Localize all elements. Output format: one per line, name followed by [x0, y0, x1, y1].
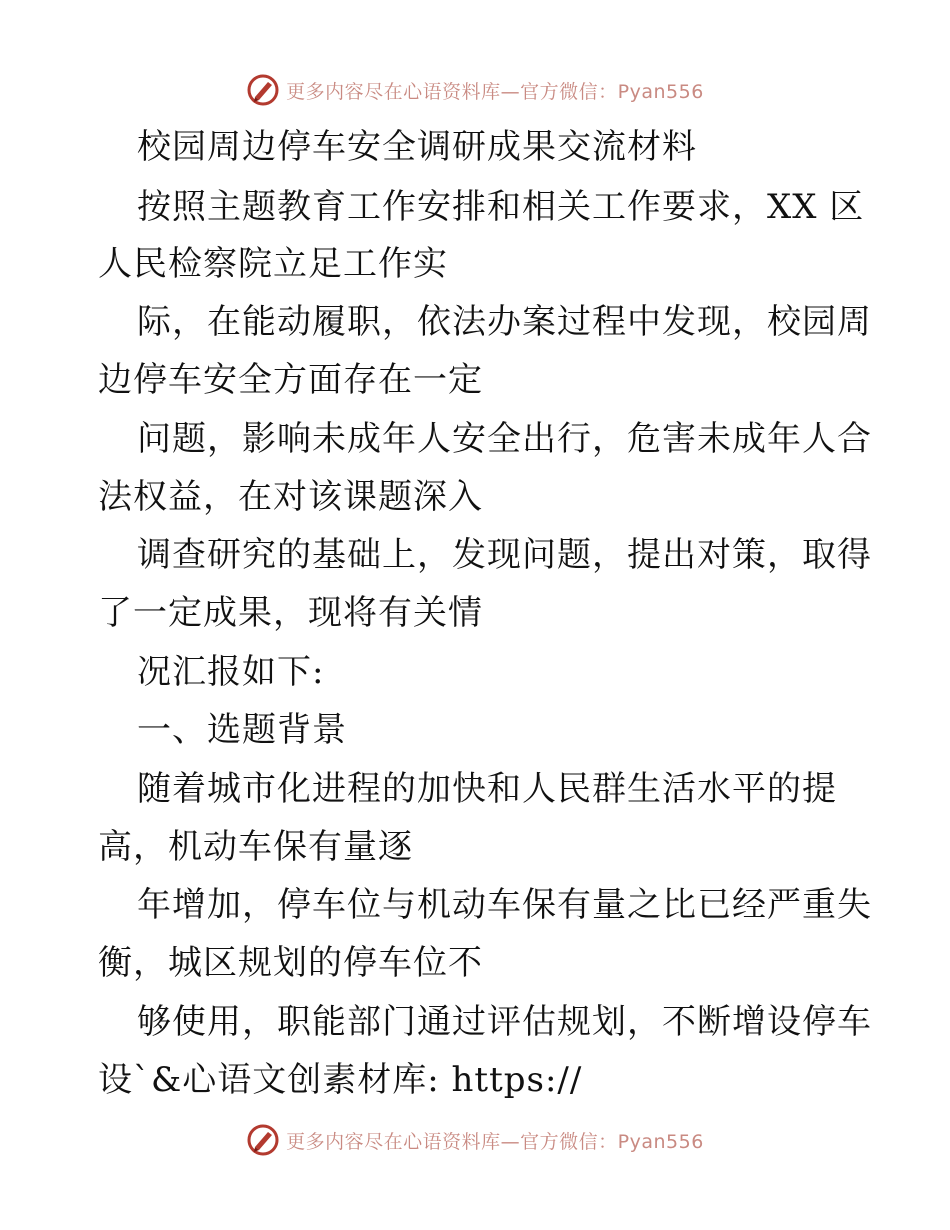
circular-pen-logo-icon	[246, 73, 280, 107]
document-title: 校园周边停车安全调研成果交流材料	[137, 127, 697, 167]
paragraph-line: 随着城市化进程的加快和人民群生活水平的提	[137, 769, 837, 809]
header-watermark-banner	[0, 70, 950, 110]
paragraph-line: 际，在能动履职，依法办案过程中发现，校园周	[137, 302, 872, 342]
footer-watermark-banner	[0, 1120, 950, 1160]
paragraph-line: 调查研究的基础上，发现问题，提出对策，取得	[137, 535, 872, 575]
paragraph-line: 况汇报如下:	[137, 652, 325, 692]
paragraph-line: 年增加，停车位与机动车保有量之比已经严重失	[137, 885, 872, 925]
paragraph-line: 人民检察院立足工作实	[98, 244, 448, 284]
section-heading: 一、选题背景	[137, 710, 347, 750]
paragraph-line: 够使用，职能部门通过评估规划，不断增设停车	[137, 1002, 872, 1042]
header-watermark-text: 更多内容尽在心语资料库—官方微信：Pyan556	[286, 80, 704, 103]
paragraph-line: 边停车安全方面存在一定	[98, 360, 483, 400]
paragraph-line: 按照主题教育工作安排和相关工作要求，XX 区	[137, 187, 865, 227]
paragraph-line: 设`&心语文创素材库: https://	[98, 1060, 583, 1100]
paragraph-line: 高，机动车保有量逐	[98, 827, 413, 867]
footer-watermark-text: 更多内容尽在心语资料库—官方微信：Pyan556	[286, 1130, 704, 1153]
paragraph-line: 衡，城区规划的停车位不	[98, 943, 483, 983]
paragraph-line: 了一定成果，现将有关情	[98, 593, 483, 633]
paragraph-line: 法权益，在对该课题深入	[98, 477, 483, 517]
paragraph-line: 问题，影响未成年人安全出行，危害未成年人合	[137, 419, 872, 459]
circular-pen-logo-icon	[246, 1123, 280, 1157]
